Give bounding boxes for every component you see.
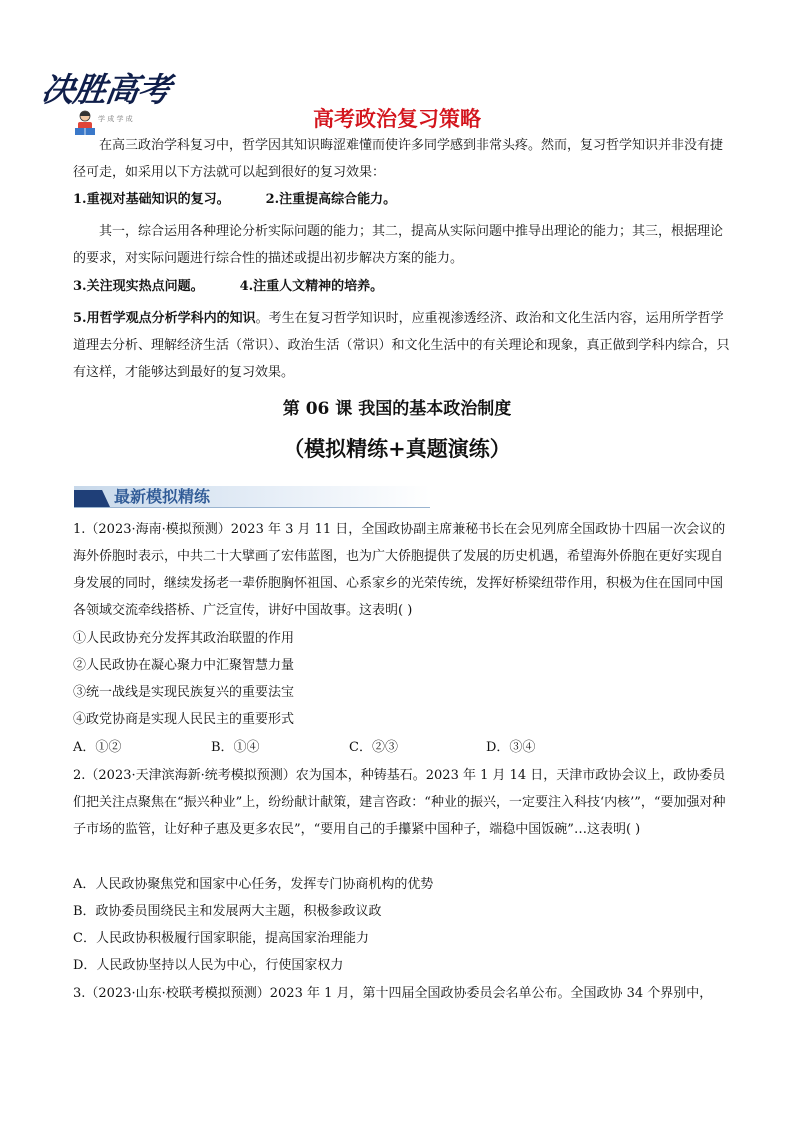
question-1-option-d[interactable]: D．③④ xyxy=(486,740,536,755)
tip-5-body: 。考生在复习哲学知识时，应重视渗透经济、政治和文化生活内容，运用所学哲学道理去分析、理解经济生活（常识）、政治生活（常识）和文化生活中的有关理论和现象，真正做到学科内综合，只有这样，才能够达到最好的复习效果。 xyxy=(73,311,730,380)
lesson-title: 第 06 课 我国的基本政治制度 xyxy=(282,399,512,419)
question-2-option-b[interactable]: B．政协委员围绕民主和发展两大主题，积极参政议政 xyxy=(73,904,382,919)
question-1-option-c[interactable]: C．②③ xyxy=(349,740,398,755)
section-header xyxy=(74,486,430,508)
question-3-stem: 3.（2023·山东·校联考模拟预测）2023 年 1 月，第十四届全国政协委员会名单公布。全国政协 34 个界别中， xyxy=(73,986,713,1001)
question-1-item-3: ③统一战线是实现民族复兴的重要法宝 xyxy=(73,685,295,700)
tip-2: 2.注重提高综合能力。 xyxy=(265,192,397,207)
tip-2-detail: 其一，综合运用各种理论分析实际问题的能力；其二，提高从实际问题中推导出理论的能力；其三，根据理论的要求，对实际问题进行综合性的描述或提出初步解决方案的能力。 xyxy=(73,224,724,266)
tips-row-2 xyxy=(73,273,733,300)
question-1-option-a[interactable]: A．①② xyxy=(73,740,122,755)
question-1-stem: 1.（2023·海南·模拟预测）2023 年 3 月 11 日，全国政协副主席兼秘书长在会见列席全国政协十四届一次会议的海外侨胞时表示，中共二十大擘画了宏伟蓝图，也为广大侨胞提供了发展的历史机遇，希望海外侨胞在更好实现自身发展的同时，继续发扬老一辈侨胞胸怀祖国、心系家乡的光荣传统，发挥好桥梁纽带作用，积极为住在国同中国各领域交流牵线搭桥、广泛宣传，讲好中国故事。这表明( ) xyxy=(73,522,726,618)
tip-4: 4.注重人文精神的培养。 xyxy=(239,279,384,294)
question-1-options xyxy=(73,734,733,761)
question-1-item-2: ②人民政协在凝心聚力中汇聚智慧力量 xyxy=(73,658,295,673)
question-2-option-c[interactable]: C．人民政协积极履行国家职能，提高国家治理能力 xyxy=(73,931,369,946)
question-2-option-a[interactable]: A．人民政协聚焦党和国家中心任务，发挥专门协商机构的优势 xyxy=(73,877,434,892)
question-2-stem: 2.（2023·天津滨海新·统考模拟预测）农为国本，种铸基石。2023 年 1 月 14 日，天津市政协会议上，政协委员们把关注点聚焦在“振兴种业”上，纷纷献计献策，建言咨政：“种业的振兴，一定要注入科技‘内核’”，“要加强对种子市场的监管，让好种子惠及更多农民”，“要用自己的手攥紧中国种子，端稳中国饭碗”…这表明( ) xyxy=(73,768,726,837)
main-title: 高考政治复习策略 xyxy=(313,107,481,131)
logo-subtext: 学 成 学 成 xyxy=(98,115,133,123)
lesson-subtitle: （模拟精练+真题演练） xyxy=(283,436,511,461)
logo-text: 决胜高考 xyxy=(38,70,173,109)
tip-5-paragraph xyxy=(73,305,733,386)
section-label: 最新模拟精练 xyxy=(114,487,211,506)
question-1-item-1: ①人民政协充分发挥其政治联盟的作用 xyxy=(73,631,295,646)
tip-1: 1.重视对基础知识的复习。 xyxy=(73,192,230,207)
tip-5-title: 5.用哲学观点分析学科内的知识 xyxy=(73,311,256,326)
question-1-item-4: ④政党协商是实现人民民主的重要形式 xyxy=(73,712,295,727)
intro-paragraph: 在高三政治学科复习中，哲学因其知识晦涩难懂而使许多同学感到非常头疼。然而，复习哲学知识并非没有捷径可走，如采用以下方法就可以起到很好的复习效果： xyxy=(73,138,724,180)
tips-row-1 xyxy=(73,186,733,213)
question-1-option-b[interactable]: B．①④ xyxy=(211,740,260,755)
tip-3: 3.关注现实热点问题。 xyxy=(73,279,204,294)
question-2-option-d[interactable]: D．人民政协坚持以人民为中心，行使国家权力 xyxy=(73,958,344,973)
